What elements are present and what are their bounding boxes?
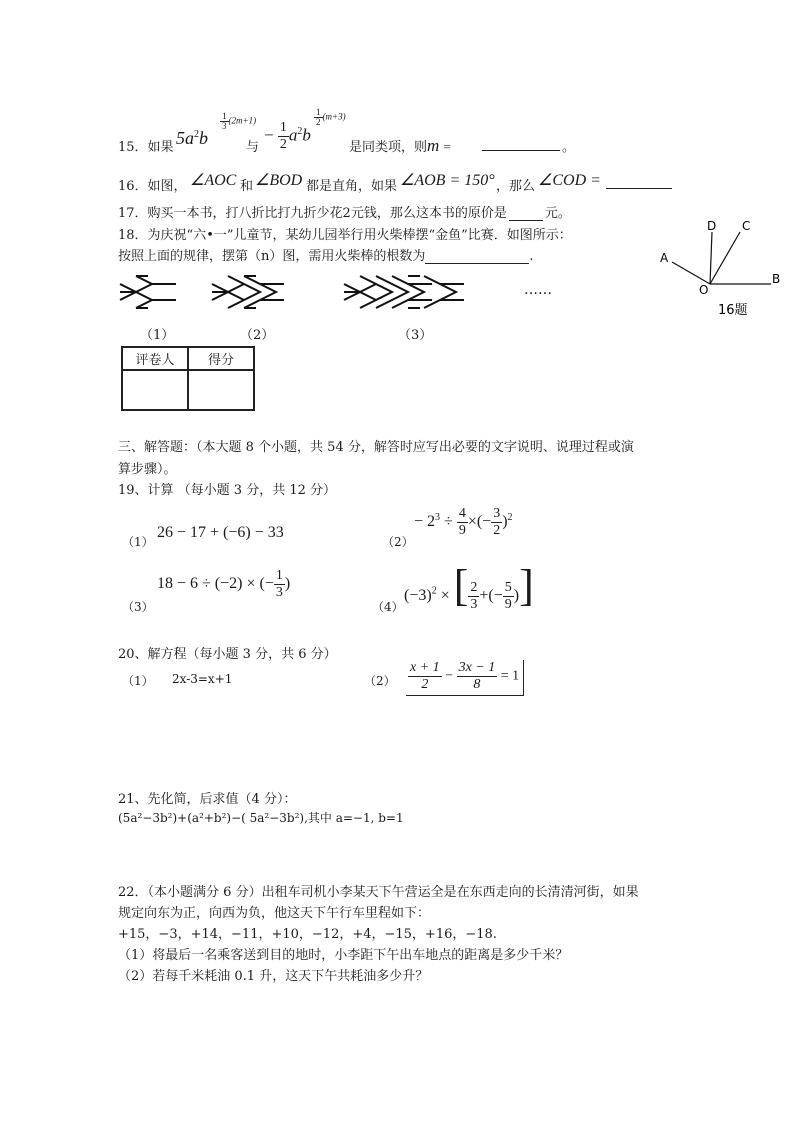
score-table-grader-header: 评卷人 [122, 347, 188, 370]
score-table [121, 346, 255, 411]
question-18-line2: 按照上面的规律，摆第（n）图，需用火柴棒的根数为 . [118, 249, 534, 264]
q19-part1-label: （1） [122, 535, 154, 549]
q15-end: 。 [562, 140, 576, 155]
ray-oc [710, 232, 740, 284]
question-18-line1: 18．为庆祝“六•一”儿童节，某幼儿园举行用火柴棒摆“金鱼”比赛．如图所示： [118, 228, 572, 243]
label-o: O [699, 283, 709, 297]
q20-part2-expr: $\frac{x + 1}{2}$ − $\frac{3x - 1}{8}$ = 1 [406, 660, 524, 696]
question-17 [118, 202, 571, 221]
question-22-line1: 22．（本小题满分 6 分）出租车司机小李某天下午营运全是在东西走向的长清清河街，如果 [118, 885, 639, 900]
score-table-score-header: 得分 [188, 347, 254, 370]
q16-text1: 都是直角，如果 [306, 179, 398, 194]
question-20-title: 20、解方程（每小题 3 分，共 6 分） [118, 647, 337, 662]
question-22-part2: （2）若每千米耗油 0.1 升，这天下午共耗油多少升？ [118, 969, 429, 984]
q15-expr2-exponent: $\frac{1}{2}$ (m+3) [316, 107, 346, 127]
fig-label-2: （2） [240, 328, 275, 343]
fish-figure-2 [212, 276, 284, 308]
question-22-part1: （1）将最后一名乘客送到目的地时，小李距下午出车地点的距离是多少千米？ [118, 948, 569, 963]
q15-expr2: − $\frac{1}{2}$ $a^2b$ [264, 120, 311, 152]
q19-part2-expr: − $2^3$ ÷ $\frac{4}{9}$ ×(− $\frac{3}{2}$ )$^2$ [414, 506, 513, 538]
q18-answer-blank[interactable] [425, 249, 529, 264]
fig-label-3: （3） [398, 328, 433, 343]
fish-figures-ellipsis: …… [524, 282, 552, 298]
q20-part1-expr: 2x-3=x+1 [172, 672, 233, 686]
q16-angle-aoc: ∠AOC [190, 172, 237, 189]
q19-part4-expr: $(-3)^2$ × [ $\frac{2}{3}$ +(− $\frac{5}{9}$ )] [404, 561, 534, 612]
label-a: A [660, 251, 669, 265]
ray-oa [672, 262, 710, 284]
fish-figure-1 [120, 276, 176, 308]
q19-part4-label: （4） [372, 600, 404, 614]
q15-and: 与 [246, 140, 260, 155]
label-c: C [742, 219, 751, 233]
q16-text2: ，那么 [496, 179, 536, 194]
q17-end: 元。 [544, 206, 571, 221]
q16-answer-blank[interactable] [606, 174, 672, 189]
q20-part2-label: （2） [364, 674, 396, 688]
q16-and: 和 [240, 179, 254, 194]
section-3-instructions-line2: 算步骤）。 [118, 462, 177, 477]
q15-expr1: $5a^2b$ [176, 128, 208, 148]
matchstick-fish-figures [118, 266, 568, 316]
q15-number: 15．如果 [118, 140, 174, 155]
fish-figure-3 [344, 276, 464, 308]
q17-answer-blank[interactable] [509, 206, 543, 221]
q20-part1-label: （1） [122, 674, 154, 688]
q19-part3-expr: 18 − 6 ÷ (−2) × (− $\frac{1}{3}$ ) [157, 568, 291, 600]
question-22-line2: 规定向东为正，向西为负，他这天下午行车里程如下： [118, 906, 431, 921]
question-19-title: 19、计算 （每小题 3 分，共 12 分） [118, 483, 337, 498]
score-table-score-cell[interactable] [188, 370, 254, 410]
q16-angle-bod: ∠BOD [255, 172, 303, 189]
question-21-title: 21、先化简，后求值（4 分）： [118, 792, 297, 807]
q16-number: 16．如图， [118, 179, 187, 194]
q17-text: 17．购买一本书，打八折比打九折少花2元钱，那么这本书的原价是 [118, 206, 507, 221]
q15-expr1-exponent: $\frac{1}{3}$ (2m+1) [222, 111, 257, 131]
q16-ask: ∠COD = [538, 172, 601, 189]
question-16 [118, 168, 678, 192]
q16-condition: ∠AOB = 150° [400, 172, 495, 189]
fig-label-1: （1） [140, 328, 175, 343]
ray-od [710, 232, 712, 284]
q19-part3-label: （3） [122, 600, 154, 614]
diagram-caption: 16题 [718, 303, 748, 318]
section-3-instructions-line1: 三、解答题：（本大题 8 个小题，共 54 分，解答时应写出必要的文字说明、说理过程或演 [118, 440, 634, 455]
q19-part1-expr: 26 − 17 + (−6) − 33 [157, 524, 284, 541]
question-15 [118, 108, 588, 154]
question-22-mileage: +15，−3，+14，−11，+10，−12，+4，−15，+16，−18. [118, 927, 497, 942]
q15-text: 是同类项，则m = [349, 136, 451, 155]
question-21-expr: (5a²−3b²)+(a²+b²)−( 5a²−3b²),其中 a=−1, b=1 [118, 811, 404, 825]
label-b: B [772, 272, 781, 286]
q15-answer-blank[interactable] [482, 136, 560, 151]
score-table-grader-cell[interactable] [122, 370, 188, 410]
q19-part2-label: （2） [382, 535, 414, 549]
label-d: D [707, 219, 717, 233]
angle-diagram-16 [650, 212, 790, 322]
